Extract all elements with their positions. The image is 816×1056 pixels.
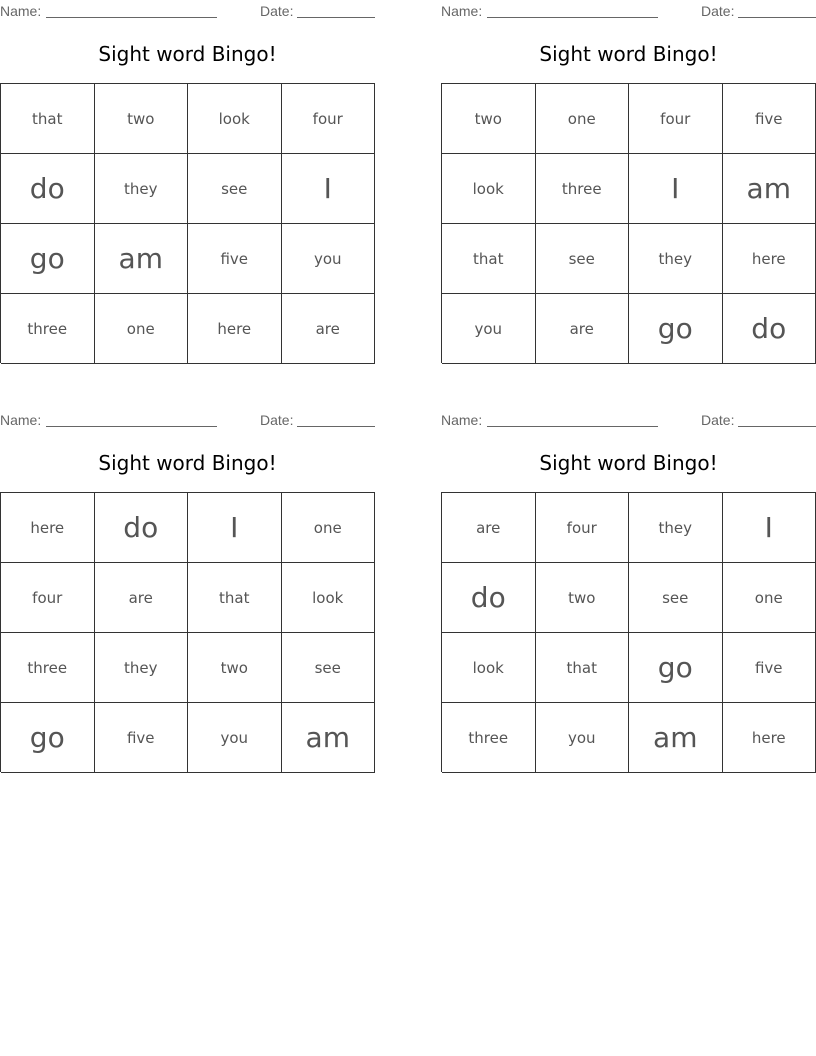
bingo-cell: look [442,633,536,703]
bingo-cell: they [629,493,723,563]
card-title: Sight word Bingo! [539,451,718,475]
card-title: Sight word Bingo! [98,451,277,475]
name-line [487,426,658,427]
bingo-cell: am [282,703,376,773]
bingo-cell: are [95,563,189,633]
bingo-row [442,224,816,294]
bingo-cell: go [1,703,95,773]
bingo-row [1,633,375,703]
bingo-cell: two [95,84,189,154]
bingo-row [1,154,375,224]
bingo-grid [441,492,816,772]
card-header [0,409,375,429]
bingo-card-2 [441,0,816,365]
bingo-cell: you [188,703,282,773]
bingo-cell: you [282,224,376,294]
card-header [0,0,375,20]
bingo-cell: five [188,224,282,294]
bingo-row [442,154,816,224]
bingo-cell: go [629,633,723,703]
bingo-cell: do [442,563,536,633]
name-label: Name: [0,412,42,428]
bingo-cell: three [442,703,536,773]
bingo-grid [441,83,816,363]
bingo-cell: see [629,563,723,633]
bingo-row [442,703,816,773]
date-label: Date: [260,412,294,428]
card-header [441,409,816,429]
bingo-cell: one [723,563,816,633]
bingo-cell: I [629,154,723,224]
bingo-cell: look [442,154,536,224]
bingo-card-1 [0,0,375,365]
bingo-cell: two [442,84,536,154]
bingo-cell: I [188,493,282,563]
bingo-cell: are [536,294,630,364]
bingo-cell: am [723,154,816,224]
bingo-row [1,294,375,364]
bingo-row [1,703,375,773]
name-line [46,17,217,18]
bingo-cell: here [1,493,95,563]
bingo-cell: three [1,633,95,703]
card-title: Sight word Bingo! [98,42,277,66]
bingo-row [442,563,816,633]
bingo-cell: that [536,633,630,703]
bingo-cell: I [282,154,376,224]
bingo-row [442,493,816,563]
bingo-row [1,224,375,294]
bingo-row [442,633,816,703]
name-label: Name: [441,3,483,19]
bingo-cell: one [282,493,376,563]
bingo-cell: do [723,294,816,364]
date-line [297,17,375,18]
bingo-cell: five [95,703,189,773]
bingo-cell: are [282,294,376,364]
bingo-cell: see [282,633,376,703]
bingo-row [1,563,375,633]
date-label: Date: [701,412,735,428]
date-line [738,17,816,18]
bingo-cell: see [188,154,282,224]
card-title: Sight word Bingo! [539,42,718,66]
bingo-cell: that [188,563,282,633]
bingo-cell: they [95,154,189,224]
bingo-cell: here [188,294,282,364]
bingo-cell: four [282,84,376,154]
bingo-cell: you [536,703,630,773]
date-line [297,426,375,427]
date-label: Date: [701,3,735,19]
card-header [441,0,816,20]
bingo-cell: five [723,633,816,703]
bingo-cell: go [1,224,95,294]
bingo-card-4 [441,409,816,774]
bingo-row [1,84,375,154]
bingo-cell: look [282,563,376,633]
bingo-row [1,493,375,563]
bingo-cell: here [723,703,816,773]
bingo-cell: four [1,563,95,633]
bingo-cell: you [442,294,536,364]
bingo-row [442,294,816,364]
bingo-cell: they [95,633,189,703]
bingo-grid [0,83,375,363]
bingo-cell: am [95,224,189,294]
bingo-cell: three [1,294,95,364]
bingo-cell: two [536,563,630,633]
bingo-grid [0,492,375,772]
bingo-cell: three [536,154,630,224]
bingo-cell: one [536,84,630,154]
bingo-cell: two [188,633,282,703]
bingo-cell: five [723,84,816,154]
bingo-cell: am [629,703,723,773]
bingo-cell: do [95,493,189,563]
name-label: Name: [0,3,42,19]
bingo-cell: four [629,84,723,154]
bingo-cell: go [629,294,723,364]
date-line [738,426,816,427]
bingo-cell: look [188,84,282,154]
bingo-cell: are [442,493,536,563]
bingo-row [442,84,816,154]
bingo-cell: four [536,493,630,563]
bingo-cell: here [723,224,816,294]
date-label: Date: [260,3,294,19]
bingo-cell: see [536,224,630,294]
bingo-cell: do [1,154,95,224]
bingo-cell: one [95,294,189,364]
bingo-cell: that [442,224,536,294]
bingo-card-3 [0,409,375,774]
bingo-cell: that [1,84,95,154]
name-label: Name: [441,412,483,428]
name-line [46,426,217,427]
bingo-cell: they [629,224,723,294]
name-line [487,17,658,18]
bingo-cell: I [723,493,816,563]
